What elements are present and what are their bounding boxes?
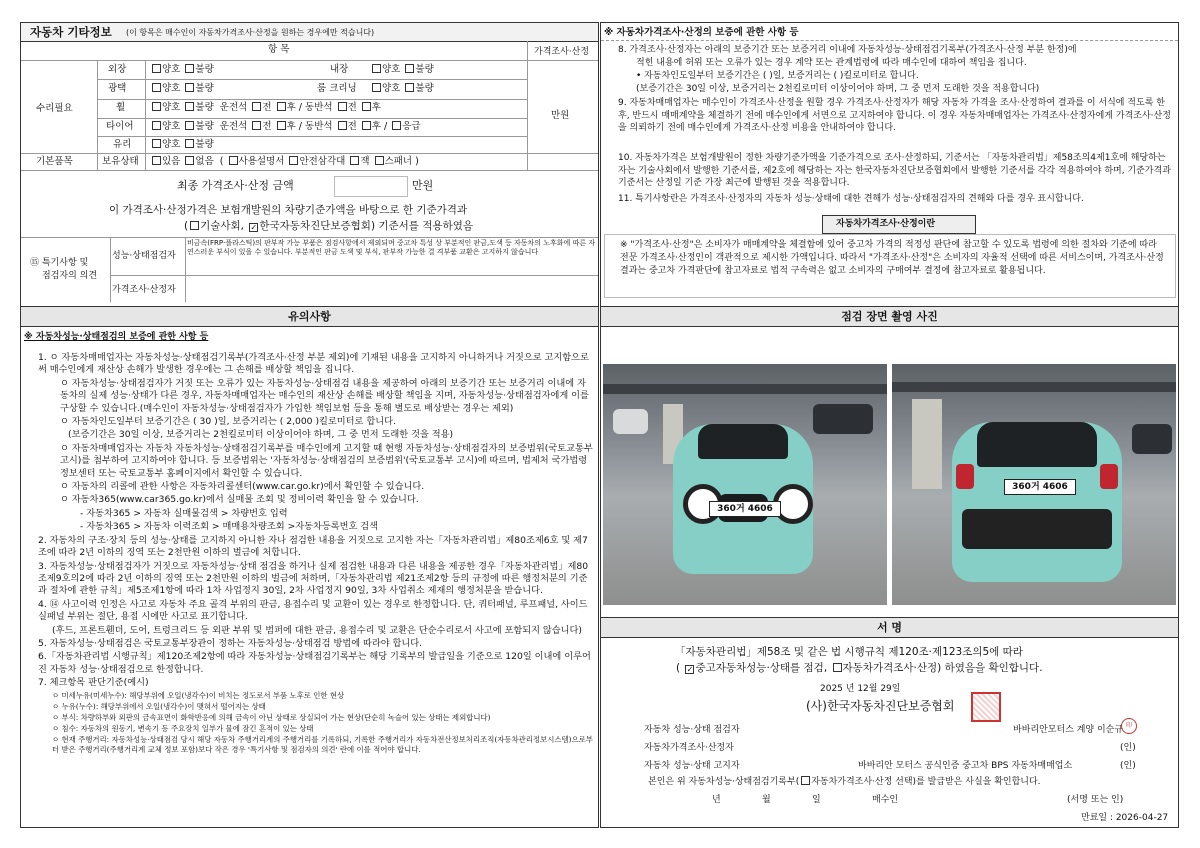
photo-header [601, 307, 1178, 327]
item8-line-b: 적힌 내용에 허위 또는 오류가 있는 경우 계약 또는 관계법령에 따라 매수인에 대하여 책임을 집니다. [636, 58, 1027, 68]
issue-line-b: 자동차가격조사·산정 선택)를 발급받은 사실을 확인합니다. [811, 777, 1041, 787]
notes-header [21, 307, 598, 327]
note-1-g1: - 자동차365 > 자동차 실매물검색 > 차량번호 입력 [80, 507, 288, 519]
item9-text: 9. 자동차매매업자는 매수인이 가격조사·산정을 원할 경우 가격조사·산정자가 해당 자동차 가격을 조사·산정하여 결과를 이 서식에 적도록 한 후, 반드시 매매계약을 체결하기 전에 매수인에게 서면으로 고지하여야 합니다. 이 경우 자동차매매업자는 가격조사·산정자에게 가격조사·산정을 의뢰하기 전에 매수인에게 가격조사·산정 비용을 안내하여야 합니다. [618, 98, 1171, 134]
criteria-3: ㅇ 부식: 차량하부와 외판의 금속표면이 화학반응에 의해 금속이 아닌 상태로 상실되어 가는 현상(단순히 녹슬어 있는 상태는 제외합니다) [52, 712, 491, 722]
note-4-b: (후드, 프론트휀더, 도어, 트렁크리드 등 외판 부위 및 범퍼에 대한 판금, 용접수리 및 교환은 단순수리로서 사고에 포함되지 않습니다) [52, 624, 583, 636]
note-3: 3. 자동차성능·상태점검자가 거짓으로 자동차성능·상태 점검을 하거나 실제 점검한 내용과 다른 내용을 제공한 경우「자동차관리법」제80조제9호의2에 따라 2년 이하의 징역 또는 2천만원 이하의 벌금에 처하며,「자동차관리법 제21조제2항 등의 규정에 따른 행정처분의 기준과 절차에 관한 규칙」제5조제1항에 따라 1차 사업정지 30일, 2차 사업정지 90일, 3차 사업취소 제재의 행정처분을 받습니다. [38, 560, 589, 597]
interior-label: 내장 [330, 64, 349, 75]
wheel-label: 휠 [116, 102, 126, 113]
final-price-label: 최종 가격조사·산정 금액 [177, 179, 294, 192]
perf-inspector-note: 비금속(FRP·플라스틱)의 판부작 가능 부품은 점검사항에서 제외되며 중고차 특성 상 부분적인 판금,도색 등 자동차의 노후화에 따른 자연스러운 부식이 있을 수 있습니다. 부분적인 판금 도색 및 부식, 판부작 가능한 결 격부품 교환은 고지하지 않습니다 [187, 239, 596, 257]
perf-check-checkbox[interactable]: ✓ [686, 665, 694, 674]
wheel-bad-checkbox[interactable] [185, 102, 194, 111]
note-1-g2: - 자동차365 > 자동차 이력조회 > 매매용차량조회 >자동차등록번호 검색 [80, 521, 379, 533]
wheel-pass-rear-checkbox[interactable] [362, 102, 371, 111]
ymd-year: 년 [712, 795, 721, 805]
note-1-e: ㅇ 자동차매매업자는 자동차 자동차성능·상태점검기록부를 매수인에게 고지할 때 현행 자동차성능·상태점검자의 보증범위(국토교통부 고시)를 첨부하여 고지하여야 합니다. 등 보증범위는 '자동차성능·상태점검의 보증범위'(국토교통부 고시)에 따르며, 법제처 국가법령정보센터 또는 국토교통부 홈페이지에서 확인할 수 있습니다. [60, 442, 593, 479]
tire-good-checkbox[interactable] [152, 121, 161, 130]
holdings-label: 보유상태 [102, 156, 139, 167]
ymd-month: 월 [762, 795, 771, 805]
interior-good-checkbox[interactable] [372, 64, 381, 73]
perf-check-label: 중고자동차성능·상태를 점검, [695, 662, 828, 674]
col-item-header: 항 목 [268, 44, 290, 55]
other-info-note: (이 항목은 매수인이 자동차가격조사·산정을 원하는 경우에만 적습니다) [126, 28, 375, 37]
price-check-label: 자동차가격조사·산정) 하였음을 확인합니다. [842, 662, 1043, 674]
tire-bad-checkbox[interactable] [185, 121, 194, 130]
note-1-f: ㅇ 자동차의 리콜에 관한 사항은 자동차리콜센터(www.car.go.kr)에서 확인할 수 있습니다. [60, 481, 425, 493]
special-label-1: ⑮ 특기사항 및 [30, 258, 89, 268]
holdings-none-checkbox[interactable] [185, 156, 194, 165]
other-info-panel [20, 22, 599, 324]
glass-good-checkbox[interactable] [152, 139, 161, 148]
note-1-g: ㅇ 자동차365(www.car365.go.kr)에서 실매물 조회 및 정비이력 확인을 할 수 있습니다. [60, 494, 419, 506]
group-repair-label: 수리필요 [36, 103, 73, 114]
note-1: 1. ㅇ 자동차매매업자는 자동차성능·상태점검기록부(가격조사·산정 부분 제외)에 기재된 내용을 고지하지 아니하거나 거짓으로 고지함으로써 매수인에게 재산상 손해가 발생한 경우에는 그 손해를 배상할 책임을 집니다. [38, 352, 589, 376]
price-unit: 만원 [551, 110, 570, 121]
criteria-5: ㅇ 현재 주행거리: 자동차성능·상태점검 당시 해당 자동차 주행거리계의 주행거리를 기록하되, 기록한 주행거리가 자동차전산정보처리조직(자동차관리정보시스템)으로부터 받은 주행거리(주행거리계 교체 정보 포함)보다 작은 경우 '특기사항 및 점검자의 의견' 란에 이를 적어야 합니다. [52, 734, 593, 754]
signature-title: 서 명 [876, 621, 903, 634]
buyer-sign: (서명 또는 인) [1067, 795, 1124, 805]
row3-value: 바바리안 모터스 공식인증 중고차 BPS 자동차매매업소 [858, 761, 1073, 771]
interior-bad-checkbox[interactable] [405, 64, 414, 73]
tire-label: 타이어 [106, 121, 134, 132]
association-name: (사)한국자동차진단보증협회 [806, 699, 955, 713]
buyer-label: 매수인 [872, 795, 899, 805]
inspector-seal-icon: 印 [1121, 718, 1137, 734]
rear-plate: 360거 4606 [1004, 479, 1076, 495]
rear-photo [892, 364, 1176, 605]
gloss-label: 광택 [108, 83, 127, 94]
jack-checkbox[interactable] [350, 156, 359, 165]
issue-line-a: 본인은 위 자동차성능·상태점검기록부( [648, 777, 800, 787]
gloss-good-checkbox[interactable] [152, 83, 161, 92]
what-is-title: 자동차가격조사·산정이란 [836, 219, 936, 229]
final-price-input[interactable] [334, 176, 408, 197]
photo-title: 점검 장면 촬영 사진 [841, 310, 938, 323]
group-basic-label: 기본품목 [36, 156, 73, 167]
manual-checkbox[interactable] [229, 156, 238, 165]
price-guarantee-title: ※ 자동차가격조사·산정의 보증에 관한 사항 등 [604, 27, 799, 38]
front-photo [603, 364, 887, 605]
holdings-have-checkbox[interactable] [152, 156, 161, 165]
association-seal-icon [971, 692, 1001, 722]
notes-title: 유의사항 [288, 310, 331, 323]
issue-price-checkbox[interactable] [801, 776, 810, 785]
tire-emergency-checkbox[interactable] [392, 121, 401, 130]
row2-seal: (인) [1120, 743, 1136, 753]
tire-pass-front-checkbox[interactable] [338, 121, 347, 130]
price-check-checkbox[interactable] [833, 663, 842, 672]
tire-driver-front-checkbox[interactable] [252, 121, 261, 130]
row1-label: 자동차 성능·상태 점검자 [644, 725, 740, 735]
law-line: 「자동차관리법」제58조 및 같은 법 시행규칙 제120조·제123조의5에 따라 [675, 646, 1023, 658]
special-label-2: 점검자의 의견 [42, 271, 98, 281]
item8-line-c: • 자동차인도일부터 보증기간은 ( )일, 보증거리는 ( )킬로미터로 합니다. [636, 71, 919, 81]
basis-line: 이 가격조사·산정가격은 보험개발원의 차량기준가액을 바탕으로 한 기준가격과 [109, 204, 468, 216]
note-5: 5. 자동차성능·상태점검은 국토교통부장관이 정하는 자동차성능·상태점검 방법에 따라야 합니다. [38, 637, 423, 649]
room-bad-checkbox[interactable] [405, 83, 414, 92]
wheel-pass-front-checkbox[interactable] [338, 102, 347, 111]
spanner-checkbox[interactable] [375, 156, 384, 165]
tire-pass-rear-checkbox[interactable] [362, 121, 371, 130]
ymd-day: 일 [812, 795, 821, 805]
what-is-body: ※ "가격조사·산정"은 소비자가 매매계약을 체결함에 있어 중고차 가격의 적정성 판단에 참고할 수 있도록 법령에 의한 절차와 기준에 따라 전문 가격조사·산정인이 객관적으로 제시한 가액입니다. 따라서 "가격조사·산정"은 소비자의 자율적 선택에 따른 서비스이며, 가격조사·산정 결과는 중고차 가격판단에 참고자료로 법적 구속력은 없고 소비자의 구매여부 결정에 참고자료로 활용됩니다. [620, 240, 1164, 276]
glass-label: 유리 [113, 139, 132, 150]
notes-subtitle: ※ 자동차성능·상태점검의 보증에 관한 사항 등 [24, 332, 209, 342]
item10-text: 10. 자동차가격은 보험개발원이 정한 차량기준가액을 기준가격으로 조사·산정하되, 기준서는 「자동차관리법」제58조의4제1호에 해당하는 자는 기술사회에서 발행한 기준서를, 제2호에 해당하는 자는 한국자동차진단보증협회에서 발행한 기준서를 각각 적용하여야 하며, 기준가격과 기준서는 산정일 기준 가장 최근에 발행된 것을 적용합니다. [618, 153, 1171, 189]
front-plate: 360거 4606 [709, 501, 781, 517]
basis-option1-checkbox[interactable] [190, 221, 199, 230]
room-good-checkbox[interactable] [372, 83, 381, 92]
row3-seal: (인) [1120, 761, 1136, 771]
criteria-2: ㅇ 누유(누수): 해당부위에서 오일(냉각수)이 맺혀서 떨어지는 상태 [52, 701, 266, 711]
note-2: 2. 자동차의 구조·장치 등의 성능·상태를 고지하지 아니한 자나 점검한 내용을 거짓으로 고지한 자는「자동차관리법」제80조제6호 및 제7조에 따라 2년 이하의 징역 또는 2천만원 이하의 벌금에 처합니다. [38, 534, 588, 559]
note-6: 6.「자동차관리법 시행규칙」제120조제2항에 따라 자동차성능·상태점검기록부는 해당 기록부의 발급일을 기준으로 120일 이내에 이루어진 자동차 성능·상태점검으로 한정합니다. [38, 651, 591, 675]
basis-option2-checkbox[interactable]: ✓ [250, 223, 258, 232]
glass-bad-checkbox[interactable] [185, 139, 194, 148]
expiry-date: 만료일 : 2026-04-27 [1081, 813, 1169, 823]
price-inspector-label: 가격조사·산정자 [112, 285, 176, 295]
room-clean-label: 룸 크리닝 [317, 83, 357, 94]
sign-date: 2025 년 12월 29일 [820, 684, 901, 694]
wheel-good-checkbox[interactable] [152, 102, 161, 111]
col-price-header: 가격조사·산정 [534, 47, 590, 57]
item11-text: 11. 특기사항란은 가격조사·산정자의 자동차 성능·상태에 대한 견해가 성능·상태점검자의 견해와 다를 경우 표시합니다. [618, 194, 1084, 204]
note-7: 7. 체크항목 판단기준(예시) [38, 677, 149, 689]
basis-option1: 기술사회, [200, 220, 245, 232]
wheel-driver-rear-checkbox[interactable] [277, 102, 286, 111]
triangle-checkbox[interactable] [289, 156, 298, 165]
final-price-unit: 만원 [412, 179, 434, 192]
perf-inspector-label: 성능·상태점검자 [112, 251, 176, 261]
item8-line-d: (보증기간은 30일 이상, 보증거리는 2천킬로미터 이상이어야 하며, 그 중 먼저 도래한 것을 적용합니다) [636, 84, 1040, 94]
basis-option2: 한국자동차진단보증협회) 기준서를 적용하였음 [259, 220, 474, 232]
item8-line-a: 8. 가격조사·산정자는 아래의 보증기간 또는 보증거리 이내에 자동차성능·상태점검기록부(가격조사·산정 부분 한정)에 [618, 45, 1077, 55]
note-1-d: (보증기간은 30일 이상, 보증거리는 2천킬로미터 이상이어야 하며, 그 중 먼저 도래한 것을 적용) [68, 429, 454, 441]
row1-value: 바바리안모터스 계양 이순규 [1013, 725, 1124, 735]
gloss-bad-checkbox[interactable] [185, 83, 194, 92]
other-info-title: 자동차 기타정보 [30, 25, 112, 39]
exterior-good-checkbox[interactable] [152, 64, 161, 73]
notes-body [38, 352, 594, 756]
note-1-c: ㅇ 자동차인도일부터 보증기간은 ( 30 )일, 보증거리는 ( 2,000 )킬로미터로 합니다. [60, 416, 396, 428]
note-1-b: ㅇ 자동차성능·상태점검자가 거짓 또는 오류가 있는 자동차성능·상태점검 내용을 제공하여 아래의 보증기간 또는 보증거리 이내에 자동차의 실제 성능·상태가 다른 경우, 자동차매매업자는 매수인의 재산상 손해를 배상할 책임을 지며, 자동차성능·상태점검자에게 이를 구상할 수 있습니다.(매수인이 자동차성능·상태점검자가 가입한 책임보험 등을 통해 별도로 배상받는 경우는 제외) [60, 377, 589, 414]
tire-driver-rear-checkbox[interactable] [277, 121, 286, 130]
row2-label: 자동차가격조사·산정자 [644, 743, 734, 753]
exterior-bad-checkbox[interactable] [185, 64, 194, 73]
criteria-4: ㅇ 침수: 자동차의 원동기, 변속기 등 주요장치 일부가 물에 잠긴 흔적이 있는 상태 [52, 723, 314, 733]
exterior-label: 외장 [108, 64, 127, 75]
signature-header [601, 618, 1178, 638]
criteria-1: ㅇ 미세누유(미세누수): 해당부위에 오일(냉각수)이 비치는 정도로서 부품 노후로 인한 현상 [52, 690, 345, 700]
row3-label: 자동차 성능·상태 고지자 [644, 761, 740, 771]
note-4: 4. ⑭ 사고이력 인정은 사고로 자동차 주요 골격 부위의 판금, 용접수리 및 교환이 있는 경우로 한정합니다. 단, 쿼터패널, 루프패널, 사이드실패널 부위는 절단, 용접 시에만 사고로 표기합니다. [38, 598, 588, 623]
wheel-driver-front-checkbox[interactable] [252, 102, 261, 111]
